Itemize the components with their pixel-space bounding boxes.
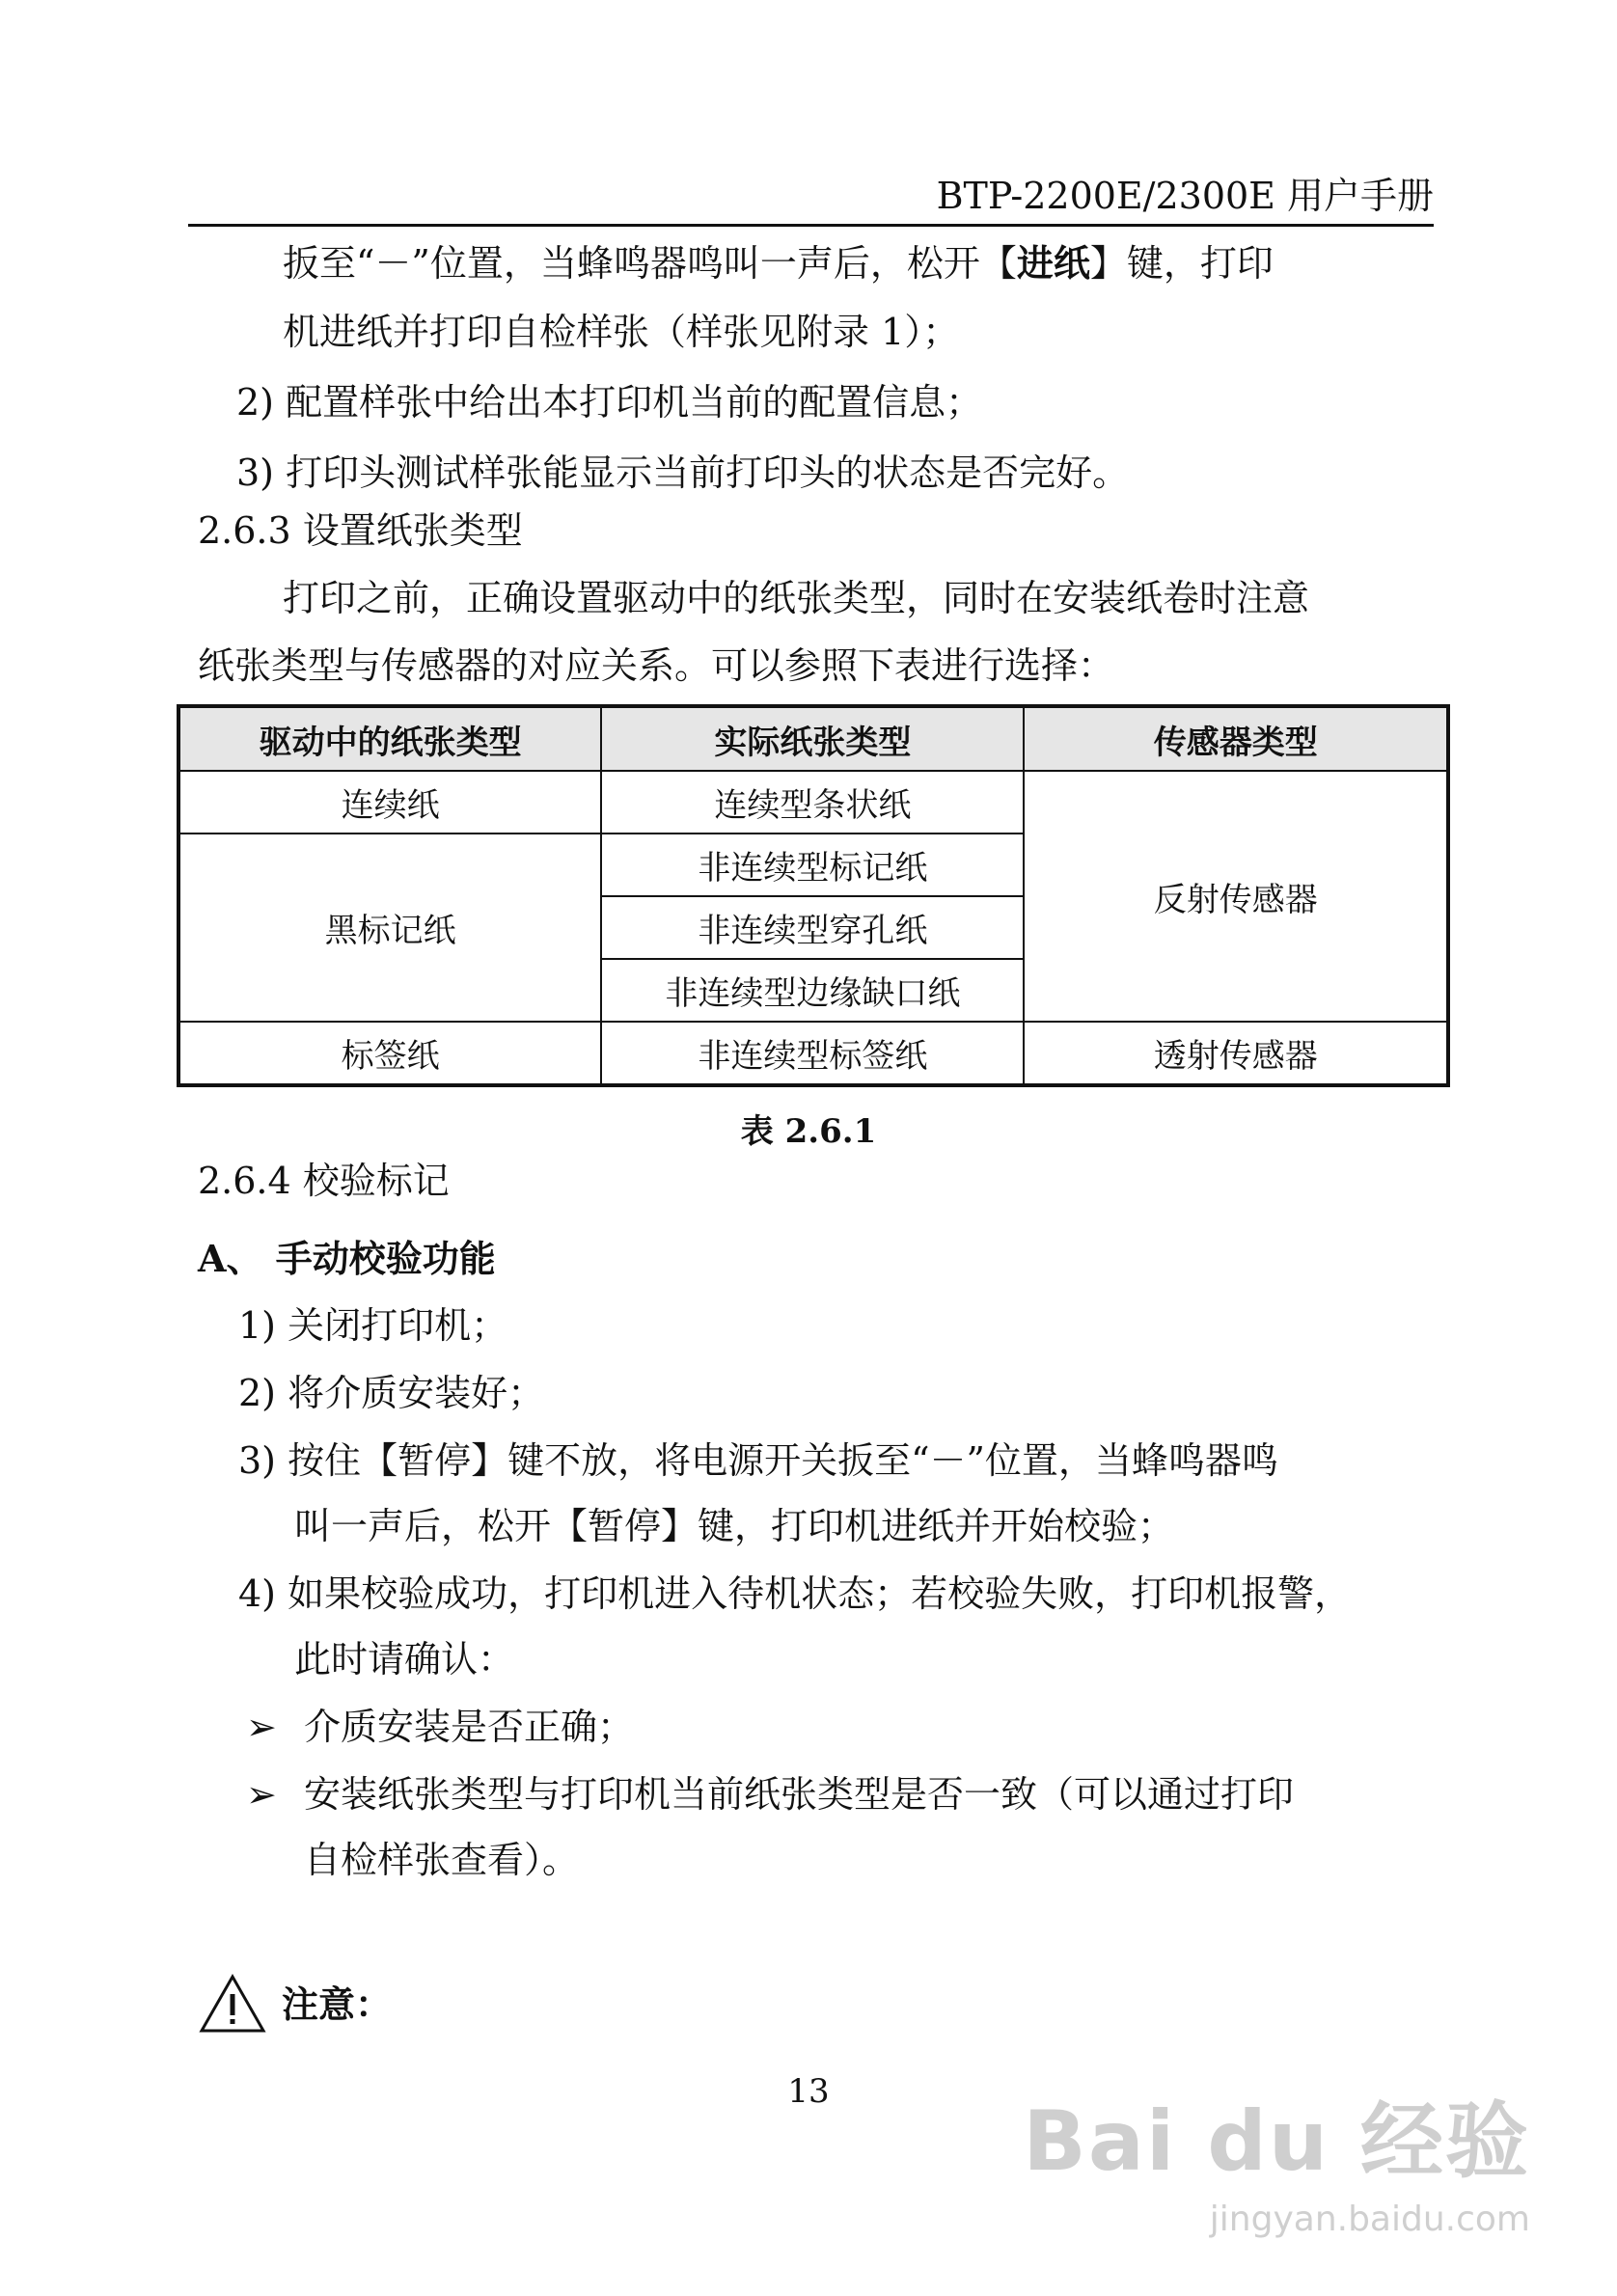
table-cell: 标签纸 bbox=[178, 1022, 601, 1085]
bullet-item-1: 介质安装是否正确； bbox=[304, 1706, 635, 1748]
table-header-row bbox=[178, 706, 1448, 771]
subsection-heading-a: A、 手动校验功能 bbox=[198, 1237, 496, 1280]
bullet-arrow-icon: ➢ bbox=[246, 1706, 277, 1748]
col-header-sensor-type: 传感器类型 bbox=[1024, 706, 1448, 771]
table-cell: 透射传感器 bbox=[1024, 1022, 1448, 1085]
warning-triangle-icon bbox=[198, 1973, 267, 2035]
paragraph-line-1: 打印之前，正确设置驱动中的纸张类型，同时在安装纸卷时注意 bbox=[283, 577, 1310, 619]
table-cell: 非连续型边缘缺口纸 bbox=[601, 959, 1024, 1022]
step-3-line-1: 3) 按住【暂停】键不放，将电源开关扳至“－”位置，当蜂鸣器鸣 bbox=[238, 1439, 1278, 1482]
table-cell: 连续型条状纸 bbox=[601, 771, 1024, 834]
baidu-watermark bbox=[1023, 2074, 1530, 2239]
paper-sensor-table bbox=[177, 704, 1450, 1087]
step-4-line-2: 此时请确认： bbox=[294, 1638, 515, 1681]
bullet-arrow-icon: ➢ bbox=[246, 1773, 277, 1816]
page-number: 13 bbox=[787, 2072, 830, 2111]
watermark-url: jingyan.baidu.com bbox=[1209, 2200, 1530, 2239]
table-cell: 连续纸 bbox=[178, 771, 601, 834]
col-header-actual-type: 实际纸张类型 bbox=[601, 706, 1024, 771]
bullet-item-2-line-1: 安装纸张类型与打印机当前纸张类型是否一致（可以通过打印 bbox=[304, 1773, 1295, 1816]
step-1: 1) 关闭打印机； bbox=[238, 1304, 508, 1347]
list-item-2: 2) 配置样张中给出本打印机当前的配置信息； bbox=[236, 381, 983, 424]
key-name-feed: 进纸 bbox=[1016, 241, 1090, 285]
step-2: 2) 将介质安装好； bbox=[238, 1372, 545, 1414]
paragraph-line-2: 纸张类型与传感器的对应关系。可以参照下表进行选择： bbox=[198, 644, 1115, 687]
table-row bbox=[178, 771, 1448, 834]
running-header: BTP-2200E/2300E 用户手册 bbox=[936, 175, 1434, 217]
step-3-line-2: 叫一声后，松开【暂停】键，打印机进纸并开始校验； bbox=[294, 1505, 1175, 1547]
note-label: 注意： bbox=[282, 1982, 393, 2026]
table-cell: 非连续型穿孔纸 bbox=[601, 896, 1024, 959]
table-row bbox=[178, 1022, 1448, 1085]
section-heading-2-6-3: 2.6.3 设置纸张类型 bbox=[198, 509, 523, 552]
watermark-brand: Bai du 经验 bbox=[1023, 2093, 1530, 2190]
table-cell-merged: 反射传感器 bbox=[1024, 771, 1448, 1022]
text-fragment: 扳至“－”位置，当蜂鸣器鸣叫一声后，松开【 bbox=[283, 242, 1017, 285]
table-caption: 表 2.6.1 bbox=[740, 1112, 877, 1151]
col-header-driver-type: 驱动中的纸张类型 bbox=[178, 706, 601, 771]
text-fragment: 】键，打印 bbox=[1089, 242, 1274, 285]
continued-line-2: 机进纸并打印自检样张（样张见附录 1）； bbox=[283, 311, 960, 353]
table-cell: 非连续型标记纸 bbox=[601, 834, 1024, 896]
section-heading-2-6-4: 2.6.4 校验标记 bbox=[198, 1160, 450, 1202]
continued-line-1 bbox=[283, 241, 1274, 287]
step-4-line-1: 4) 如果校验成功，打印机进入待机状态；若校验失败，打印机报警， bbox=[238, 1572, 1352, 1615]
table-cell-merged: 黑标记纸 bbox=[178, 834, 601, 1022]
bullet-item-2-line-2: 自检样张查看）。 bbox=[304, 1839, 580, 1881]
table-cell: 非连续型标签纸 bbox=[601, 1022, 1024, 1085]
header-rule bbox=[188, 224, 1434, 227]
list-item-3: 3) 打印头测试样张能显示当前打印头的状态是否完好。 bbox=[236, 451, 1130, 494]
